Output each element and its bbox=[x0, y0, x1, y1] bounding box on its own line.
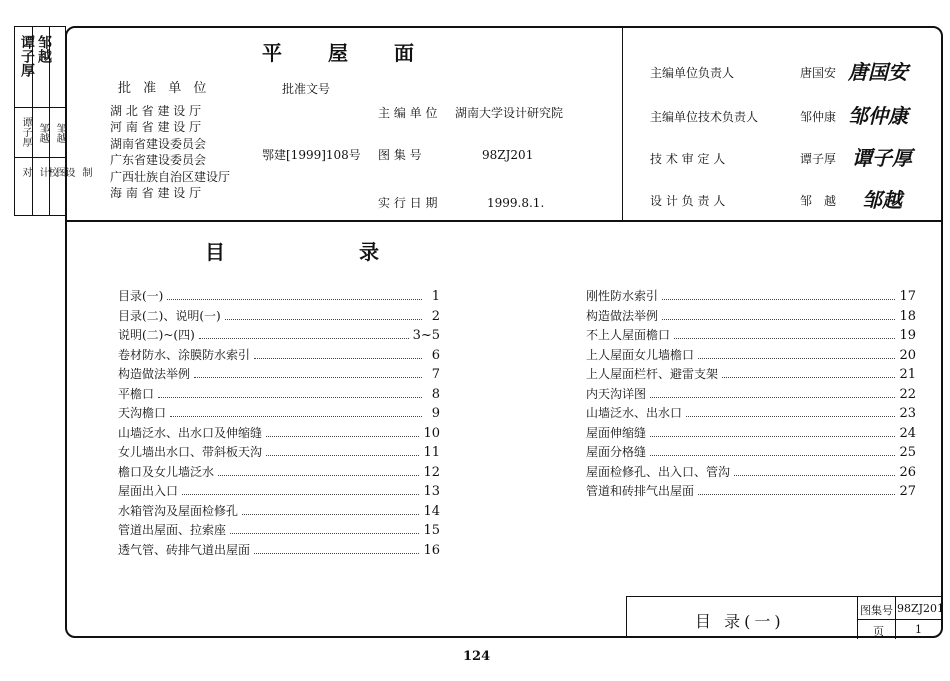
toc-leader-dots bbox=[734, 475, 895, 476]
toc-entry bbox=[586, 481, 916, 499]
toc-leader-dots bbox=[254, 358, 422, 359]
toc-leader-dots bbox=[698, 358, 895, 359]
toc-entry-page: 1 bbox=[431, 289, 440, 304]
toc-entry bbox=[118, 286, 440, 304]
approval-unit-5: 广西壮族自治区建设厅 bbox=[110, 170, 231, 184]
role-4-signature: 邹越 bbox=[862, 188, 902, 212]
toc-leader-dots bbox=[242, 514, 419, 515]
toc-entry-page: 2 bbox=[431, 308, 440, 324]
side-stamp-1: 谭子厚 bbox=[19, 35, 35, 77]
toc-entry bbox=[118, 520, 440, 538]
toc-entry-label: 平檐口 bbox=[118, 386, 155, 401]
toc-entry-label: 檐口及女儿墙泛水 bbox=[118, 464, 215, 479]
toc-entry bbox=[118, 501, 440, 519]
approval-unit-1: 湖 北 省 建 设 厅 bbox=[110, 104, 202, 118]
toc-entry bbox=[118, 364, 440, 382]
toc-entry-label: 屋面出入口 bbox=[118, 484, 179, 498]
role-3-title: 技 术 审 定 人 bbox=[650, 152, 726, 166]
toc-entry-page: 12 bbox=[423, 464, 440, 480]
toc-leader-dots bbox=[698, 494, 895, 495]
approval-unit-label: 批 准 单 位 bbox=[118, 81, 211, 96]
role-1-title: 主编单位负责人 bbox=[650, 66, 735, 80]
toc-entry bbox=[118, 403, 440, 421]
toc-entry bbox=[118, 345, 440, 363]
page-number: 124 bbox=[463, 649, 491, 664]
toc-entry bbox=[118, 462, 440, 480]
chief-unit-value: 湖南大学设计研究院 bbox=[455, 106, 564, 120]
toc-leader-dots bbox=[686, 416, 895, 417]
role-3-name: 谭子厚 bbox=[800, 152, 837, 166]
toc-entry-page: 19 bbox=[899, 328, 916, 343]
toc-entry-label: 屋面分格缝 bbox=[586, 445, 647, 459]
toc-entry bbox=[118, 325, 440, 343]
role-2-name: 邹仲康 bbox=[800, 110, 837, 124]
toc-entry-page: 14 bbox=[423, 503, 440, 519]
toc-entry bbox=[586, 442, 916, 460]
impl-date-label: 实 行 日 期 bbox=[378, 196, 438, 210]
side-strip bbox=[14, 26, 91, 216]
toc-leader-dots bbox=[266, 436, 419, 437]
role-1-signature: 唐国安 bbox=[848, 60, 908, 84]
toc-leader-dots bbox=[650, 436, 895, 437]
toc-entry-page: 21 bbox=[899, 367, 916, 382]
toc-entry-page: 7 bbox=[431, 367, 440, 382]
toc-entry-page: 13 bbox=[423, 484, 440, 499]
atlas-no-value: 98ZJ201 bbox=[482, 148, 534, 162]
toc-entry-label: 管道和砖排气出屋面 bbox=[586, 484, 695, 498]
toc-entry-page: 9 bbox=[431, 406, 440, 421]
toc-entry-label: 目录(二)、说明(一) bbox=[118, 308, 221, 323]
toc-entry-page: 23 bbox=[899, 406, 916, 421]
side-name-3: 邹越 bbox=[54, 123, 65, 143]
toc-entry bbox=[586, 423, 916, 441]
toc-title: 目 录 bbox=[205, 240, 381, 264]
toc-entry-page: 10 bbox=[423, 425, 440, 441]
toc-entry-label: 透气管、砖排气道出屋面 bbox=[118, 542, 251, 557]
toc-entry bbox=[586, 286, 916, 304]
role-2-signature: 邹仲康 bbox=[848, 104, 908, 128]
approval-doc-label: 批准文号 bbox=[282, 82, 331, 96]
toc-entry-label: 上人屋面栏杆、避雷支架 bbox=[586, 367, 719, 381]
toc-entry bbox=[586, 462, 916, 480]
atlas-no-label: 图 集 号 bbox=[378, 148, 422, 162]
toc-entry-page: 20 bbox=[899, 347, 916, 363]
toc-entry bbox=[586, 403, 916, 421]
toc-leader-dots bbox=[674, 338, 895, 339]
toc-entry bbox=[586, 384, 916, 402]
toc-entry bbox=[586, 306, 916, 324]
toc-leader-dots bbox=[230, 533, 419, 534]
toc-entry-label: 目录(一) bbox=[118, 289, 164, 303]
toc-entry-label: 山墙泛水、出水口及伸缩缝 bbox=[118, 425, 263, 440]
toc-entry-page: 27 bbox=[899, 484, 916, 499]
toc-leader-dots bbox=[722, 377, 895, 378]
role-4-title: 设 计 负 责 人 bbox=[650, 194, 726, 208]
toc-entry-label: 不上人屋面檐口 bbox=[586, 328, 671, 342]
title-block bbox=[626, 596, 945, 638]
toc-entry-page: 17 bbox=[899, 289, 916, 304]
toc-entry-label: 屋面伸缩缝 bbox=[586, 425, 647, 440]
toc-leader-dots bbox=[199, 338, 409, 339]
toc-entry-label: 山墙泛水、出水口 bbox=[586, 406, 683, 420]
toc-entry-label: 水箱管沟及屋面检修孔 bbox=[118, 503, 239, 518]
side-label-draw: 制 图 bbox=[54, 167, 91, 177]
approval-unit-3: 湖南省建设委员会 bbox=[110, 137, 207, 151]
toc-entry-label: 天沟檐口 bbox=[118, 406, 167, 420]
main-title: 平 屋 面 bbox=[262, 41, 416, 65]
atlas-value: 98ZJ201 bbox=[897, 602, 945, 615]
toc-entry bbox=[118, 306, 440, 324]
role-3-signature: 谭子厚 bbox=[852, 146, 912, 170]
toc-entry bbox=[586, 364, 916, 382]
toc-entry-page: 25 bbox=[899, 445, 916, 460]
toc-entry bbox=[118, 384, 440, 402]
chief-unit-label: 主 编 单 位 bbox=[378, 106, 438, 120]
side-label-check: 校 对 bbox=[20, 167, 57, 177]
toc-entry-label: 女儿墙出水口、带斜板天沟 bbox=[118, 445, 263, 459]
sheet-title: 目 录(一) bbox=[695, 612, 785, 631]
side-label-design: 设 计 bbox=[37, 167, 74, 177]
role-4-name: 邹 越 bbox=[800, 194, 837, 208]
page-value: 1 bbox=[915, 623, 922, 636]
toc-entry bbox=[586, 325, 916, 343]
toc-leader-dots bbox=[650, 455, 895, 456]
toc-leader-dots bbox=[650, 397, 895, 398]
toc-leader-dots bbox=[170, 416, 422, 417]
toc-leader-dots bbox=[167, 299, 422, 300]
toc-entry-label: 刚性防水索引 bbox=[586, 289, 659, 303]
toc-entry-label: 卷材防水、涂膜防水索引 bbox=[118, 347, 251, 362]
side-name-2: 邹越 bbox=[37, 123, 48, 143]
toc-entry-page: 18 bbox=[899, 308, 916, 324]
toc-leader-dots bbox=[662, 299, 895, 300]
approval-doc-no: 鄂建[1999]108号 bbox=[262, 148, 361, 162]
toc-entry-label: 说明(二)~(四) bbox=[118, 328, 195, 342]
approval-unit-4: 广东省建设委员会 bbox=[110, 153, 207, 167]
atlas-label: 图集号 bbox=[860, 604, 893, 617]
impl-date-value: 1999.8.1. bbox=[487, 196, 545, 210]
toc-entry-page: 8 bbox=[431, 386, 440, 402]
role-1-name: 唐国安 bbox=[800, 66, 837, 80]
approval-unit-2: 河 南 省 建 设 厅 bbox=[110, 120, 202, 134]
side-name-1: 谭子厚 bbox=[20, 117, 31, 147]
toc-entry-page: 24 bbox=[899, 425, 916, 441]
toc-entry-page: 16 bbox=[423, 542, 440, 558]
toc-leader-dots bbox=[225, 319, 422, 320]
role-2-title: 主编单位技术负责人 bbox=[650, 110, 759, 124]
toc-leader-dots bbox=[266, 455, 419, 456]
toc-entry-page: 26 bbox=[899, 464, 916, 480]
toc-entry bbox=[118, 442, 440, 460]
toc-entry-page: 3~5 bbox=[412, 328, 440, 343]
toc-entry-label: 屋面检修孔、出入口、管沟 bbox=[586, 464, 731, 479]
toc-leader-dots bbox=[254, 553, 419, 554]
toc-entry-page: 11 bbox=[423, 445, 440, 460]
toc-leader-dots bbox=[194, 377, 422, 378]
toc-entry-label: 内天沟详图 bbox=[586, 386, 647, 401]
page-label: 页 bbox=[873, 625, 884, 638]
toc-entry bbox=[118, 423, 440, 441]
toc-entry-page: 15 bbox=[423, 523, 440, 538]
toc-entry bbox=[586, 345, 916, 363]
toc-entry-label: 构造做法举例 bbox=[118, 367, 191, 381]
toc-leader-dots bbox=[662, 319, 895, 320]
toc-leader-dots bbox=[182, 494, 419, 495]
toc-entry bbox=[118, 540, 440, 558]
toc-entry-page: 6 bbox=[431, 347, 440, 363]
toc-entry-label: 上人屋面女儿墙檐口 bbox=[586, 347, 695, 362]
toc-entry-page: 22 bbox=[899, 386, 916, 402]
side-stamp-2: 邹越 bbox=[36, 35, 52, 63]
approval-unit-6: 海 南 省 建 设 厅 bbox=[110, 186, 202, 200]
toc-entry-label: 构造做法举例 bbox=[586, 308, 659, 323]
toc-leader-dots bbox=[158, 397, 422, 398]
toc-entry-label: 管道出屋面、拉索座 bbox=[118, 523, 227, 537]
toc-leader-dots bbox=[218, 475, 419, 476]
toc-entry bbox=[118, 481, 440, 499]
